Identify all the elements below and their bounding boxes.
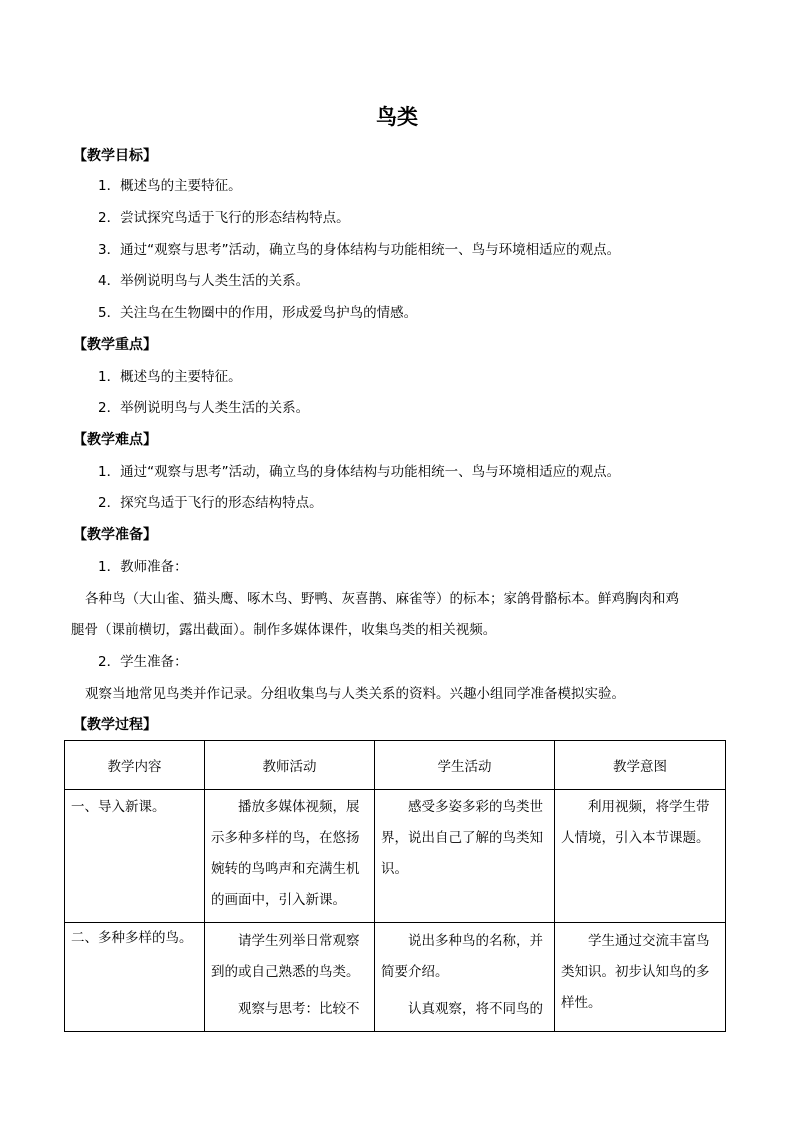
student-activity-cell: 感受多姿多彩的鸟类世界，说出自己了解的鸟类知识。	[375, 790, 555, 923]
content-cell: 二、多种多样的鸟。	[65, 923, 205, 1032]
teacher-prep-label: 1．教师准备：	[98, 559, 188, 575]
objectives-heading: 【教学目标】	[73, 148, 157, 164]
teacher-activity-cell: 播放多媒体视频，展示多种多样的鸟，在悠扬婉转的鸟鸣声和充满生机的画面中，引入新课。	[205, 790, 375, 923]
teacher-prep-text: 各种鸟（大山雀、猫头鹰、啄木鸟、野鸭、灰喜鹊、麻雀等）的标本；家鸽骨骼标本。鲜鸡胸肉和鸡	[85, 591, 679, 607]
process-heading: 【教学过程】	[73, 717, 157, 733]
student-activity-paragraph: 说出多种鸟的名称，并简要介绍。	[381, 933, 543, 980]
table-header-row	[65, 741, 726, 790]
difficulties-heading: 【教学难点】	[73, 432, 157, 448]
objective-item: 5．关注鸟在生物圈中的作用，形成爱鸟护鸟的情感。	[98, 305, 418, 321]
keypoint-item: 2．举例说明鸟与人类生活的关系。	[98, 400, 310, 416]
keypoint-item: 1．概述鸟的主要特征。	[98, 369, 242, 385]
teacher-activity-paragraph: 观察与思考：比较不	[238, 1001, 360, 1017]
process-table	[64, 740, 726, 1032]
table-row	[65, 923, 726, 1032]
teacher-activity-paragraph: 请学生列举日常观察到的或自己熟悉的鸟类。	[211, 933, 360, 980]
table-row	[65, 790, 726, 923]
difficulty-item: 1．通过“观察与思考”活动，确立鸟的身体结构与功能相统一、鸟与环境相适应的观点。	[98, 464, 621, 480]
student-activity-paragraph: 认真观察，将不同鸟的	[408, 1001, 543, 1017]
preparation-heading: 【教学准备】	[73, 527, 157, 543]
difficulty-item: 2．探究鸟适于飞行的形态结构特点。	[98, 495, 323, 511]
student-activity-cell	[375, 923, 555, 1032]
column-header: 教师活动	[205, 741, 375, 790]
teacher-activity-cell	[205, 923, 375, 1032]
keypoints-heading: 【教学重点】	[73, 337, 157, 353]
objective-item: 3．通过“观察与思考”活动，确立鸟的身体结构与功能相统一、鸟与环境相适应的观点。	[98, 242, 621, 258]
objective-item: 2．尝试探究鸟适于飞行的形态结构特点。	[98, 210, 350, 226]
objective-item: 4．举例说明鸟与人类生活的关系。	[98, 273, 310, 289]
teacher-prep-text-cont: 腿骨（课前横切，露出截面）。制作多媒体课件，收集鸟类的相关视频。	[71, 622, 497, 638]
student-prep-label: 2．学生准备：	[98, 654, 188, 670]
column-header: 教学内容	[65, 741, 205, 790]
content-cell: 一、导入新课。	[65, 790, 205, 923]
intent-cell: 学生通过交流丰富鸟类知识。初步认知鸟的多样性。	[555, 923, 726, 1032]
objective-item: 1．概述鸟的主要特征。	[98, 178, 242, 194]
document-title: 鸟类	[376, 105, 418, 129]
column-header: 教学意图	[555, 741, 726, 790]
student-prep-text: 观察当地常见鸟类并作记录。分组收集鸟与人类关系的资料。兴趣小组同学准备模拟实验。	[85, 686, 625, 702]
column-header: 学生活动	[375, 741, 555, 790]
intent-cell: 利用视频，将学生带人情境，引入本节课题。	[555, 790, 726, 923]
